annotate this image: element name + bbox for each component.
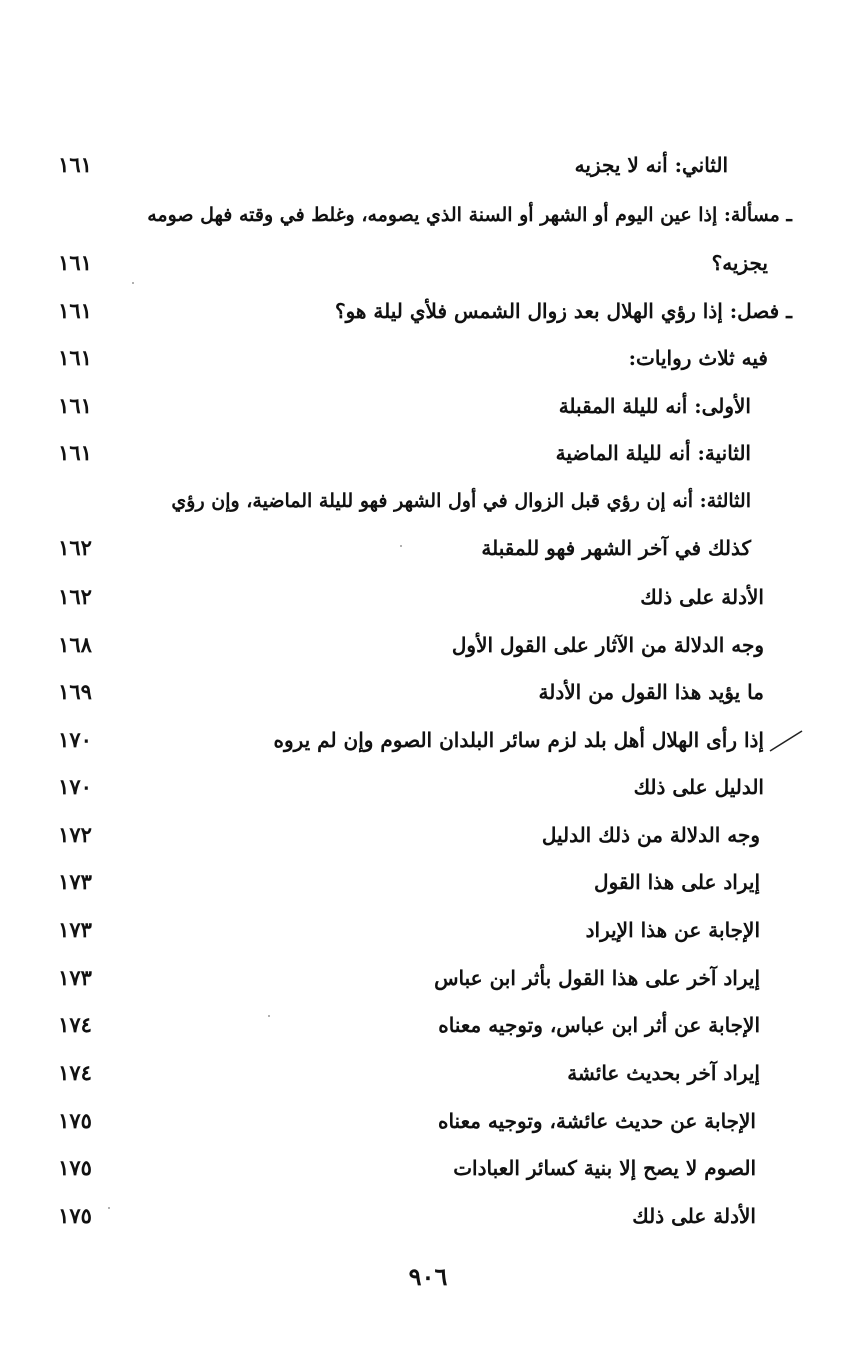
toc-page-number: ١٦١	[58, 345, 92, 370]
toc-entry	[0, 291, 856, 331]
toc-entry-text: وجه الدلالة من ذلك الدليل	[541, 823, 760, 847]
toc-entry-text: الإجابة عن هذا الإيراد	[585, 918, 760, 942]
toc-entry	[0, 958, 856, 998]
toc-entry	[0, 386, 856, 426]
toc-entry	[0, 433, 856, 473]
toc-page-number: ١٦٢	[58, 535, 92, 560]
speck	[400, 545, 402, 547]
toc-entry-text: الدليل على ذلك	[633, 775, 764, 799]
toc-page-number: ١٧٥	[58, 1203, 92, 1228]
toc-entry-text: إذا رأى الهلال أهل بلد لزم سائر البلدان الصوم وإن لم يروه	[273, 728, 764, 752]
toc-entry-text: إيراد آخر على هذا القول بأثر ابن عباس	[434, 966, 760, 990]
toc-entry	[0, 577, 856, 617]
toc-entry	[0, 145, 856, 185]
toc-entry	[0, 1053, 856, 1093]
toc-entry-text: الأولى: أنه لليلة المقبلة	[558, 394, 751, 418]
toc-entry-text: ـ فصل: إذا رؤي الهلال بعد زوال الشمس فلأي ليلة هو؟	[334, 299, 792, 323]
toc-page-number: ١٧٢	[58, 822, 92, 847]
toc-entry-text: فيه ثلاث روايات:	[628, 346, 768, 370]
toc-page-number: ١٦٢	[58, 584, 92, 609]
pen-mark-icon	[768, 727, 804, 753]
toc-entry	[0, 1005, 856, 1045]
toc-entry-text: ـ مسألة: إذا عين اليوم أو الشهر أو السنة الذي يصومه، وغلط في وقته فهل صومه	[147, 204, 792, 226]
toc-page-number: ١٦١	[58, 152, 92, 177]
toc-entry	[0, 625, 856, 665]
toc-entry-text: الثالثة: أنه إن رؤي قبل الزوال في أول الشهر فهو لليلة الماضية، وإن رؤي	[171, 490, 751, 512]
toc-page-number: ١٧٣	[58, 965, 92, 990]
toc-entry-text: إيراد على هذا القول	[594, 870, 760, 894]
toc-entry	[0, 767, 856, 807]
toc-entry	[0, 720, 856, 760]
toc-page-number: ١٧٤	[58, 1012, 92, 1037]
toc-entry-text: الثانية: أنه لليلة الماضية	[555, 441, 751, 465]
toc-entry-text: الصوم لا يصح إلا بنية كسائر العبادات	[453, 1156, 756, 1180]
toc-entry	[0, 528, 856, 568]
toc-entry-text: يجزيه؟	[711, 251, 768, 275]
toc-page-number: ١٦٩	[58, 679, 92, 704]
toc-entry-text: الأدلة على ذلك	[632, 1204, 756, 1228]
toc-entry	[0, 338, 856, 378]
toc-page-number: ١٦١	[58, 298, 92, 323]
speck	[132, 282, 134, 284]
toc-entry	[0, 910, 856, 950]
toc-page-number: ١٧٥	[58, 1108, 92, 1133]
toc-entry	[0, 1148, 856, 1188]
speck	[268, 1015, 270, 1017]
toc-page-number: ١٦١	[58, 440, 92, 465]
toc-entry	[0, 1196, 856, 1236]
toc-entry-text: كذلك في آخر الشهر فهو للمقبلة	[481, 536, 751, 560]
toc-entry	[0, 815, 856, 855]
toc-page-number: ١٧٠	[58, 774, 92, 799]
toc-entry-text: الأدلة على ذلك	[640, 585, 764, 609]
toc-page-number: ١٦١	[58, 250, 92, 275]
toc-page-number: ١٦٨	[58, 632, 92, 657]
toc-page-number: ١٧٠	[58, 727, 92, 752]
toc-entry	[0, 862, 856, 902]
toc-page-number: ١٦١	[58, 393, 92, 418]
toc-page-number: ١٧٤	[58, 1060, 92, 1085]
toc-entry-text: وجه الدلالة من الآثار على القول الأول	[451, 633, 764, 657]
toc-page-number: ١٧٥	[58, 1155, 92, 1180]
toc-entry	[0, 243, 856, 283]
toc-entry-text: الإجابة عن أثر ابن عباس، وتوجيه معناه	[438, 1013, 760, 1037]
speck	[108, 1207, 110, 1209]
page-number: ٩٠٦	[408, 1262, 448, 1291]
toc-entry	[0, 481, 856, 521]
toc-entry-text: ما يؤيد هذا القول من الأدلة	[538, 680, 764, 704]
toc-entry-text: إيراد آخر بحديث عائشة	[567, 1061, 760, 1085]
toc-entry	[0, 1101, 856, 1141]
toc-entry	[0, 672, 856, 712]
toc-page-number: ١٧٣	[58, 917, 92, 942]
toc-entry-text: الثاني: أنه لا يجزيه	[574, 153, 728, 177]
toc-entry-text: الإجابة عن حديث عائشة، وتوجيه معناه	[437, 1109, 756, 1133]
toc-page-number: ١٧٣	[58, 869, 92, 894]
toc-entry	[0, 195, 856, 235]
